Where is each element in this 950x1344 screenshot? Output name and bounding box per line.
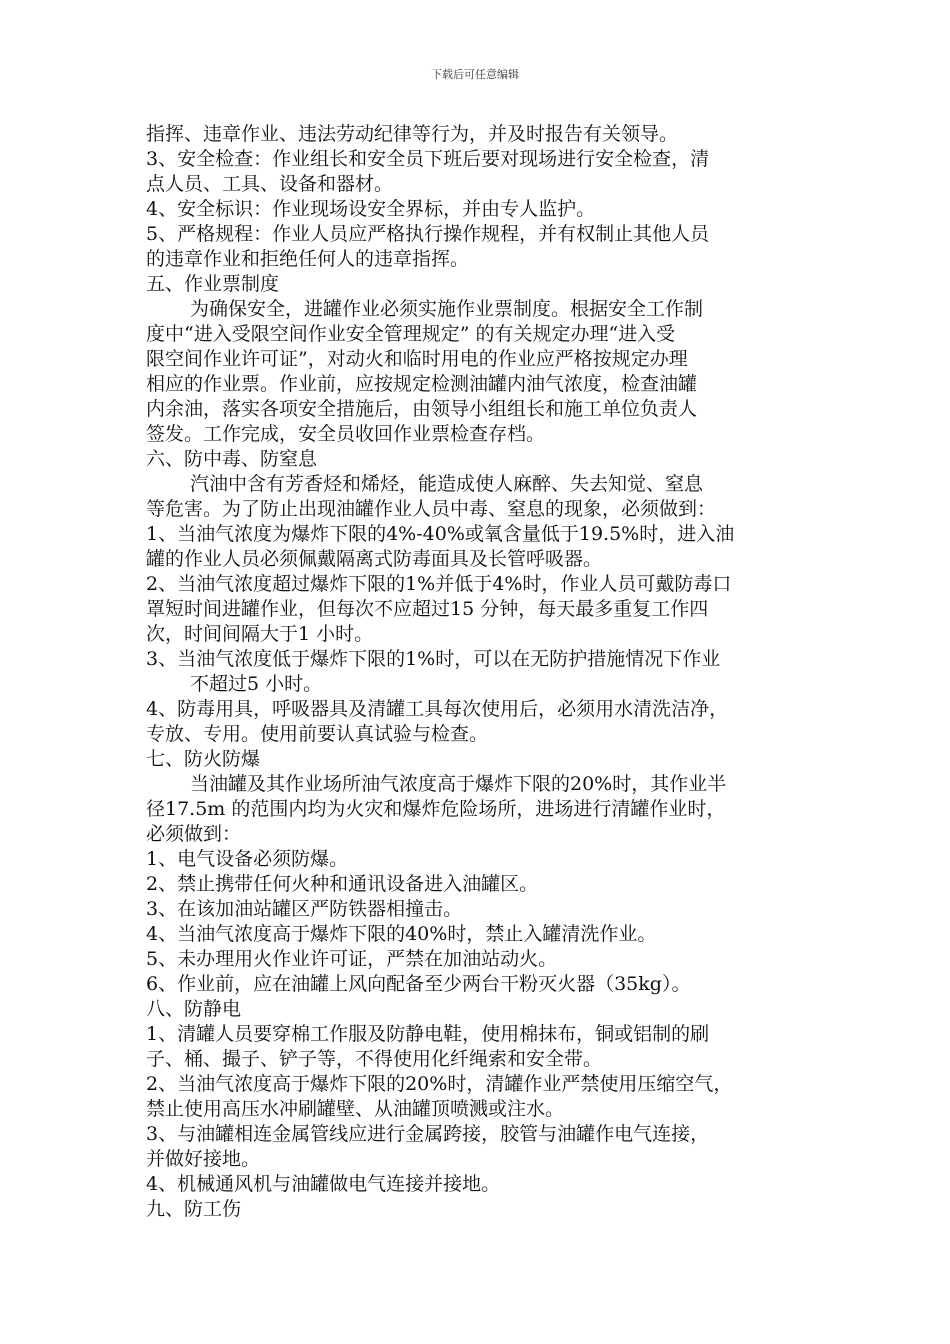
text-line: 2、当油气浓度超过爆炸下限的1%并低于4%时，作业人员可戴防毒口 xyxy=(146,573,732,595)
text-line: 禁止使用高压水冲刷罐壁、从油罐顶喷溅或注水。 xyxy=(146,1098,565,1120)
text-line: 专放、专用。使用前要认真试验与检查。 xyxy=(146,723,489,745)
text-line: 签发。工作完成，安全员收回作业票检查存档。 xyxy=(146,423,546,445)
text-line: 3、当油气浓度低于爆炸下限的1%时，可以在无防护措施情况下作业 xyxy=(146,648,721,670)
text-line: 不超过5 小时。 xyxy=(190,673,323,695)
text-line: 内余油，落实各项安全措施后，由领导小组组长和施工单位负责人 xyxy=(146,398,698,420)
text-line: 1、清罐人员要穿棉工作服及防静电鞋，使用棉抹布，铜或铝制的刷 xyxy=(146,1023,710,1045)
text-line: 5、严格规程：作业人员应严格执行操作规程，并有权制止其他人员 xyxy=(146,223,710,245)
text-line: 3、与油罐相连金属管线应进行金属跨接，胶管与油罐作电气连接， xyxy=(146,1123,710,1145)
text-line: 度中“进入受限空间作业安全管理规定” 的有关规定办理“进入受 xyxy=(146,323,676,345)
text-line: 八、防静电 xyxy=(146,998,242,1020)
text-line: 汽油中含有芳香烃和烯烃，能造成使人麻醉、失去知觉、窒息 xyxy=(190,473,704,495)
text-line: 4、机械通风机与油罐做电气连接并接地。 xyxy=(146,1173,501,1195)
document-body xyxy=(146,122,822,1222)
page-header: 下载后可任意编辑 xyxy=(431,68,519,81)
text-line: 4、当油气浓度高于爆炸下限的40%时，禁止入罐清洗作业。 xyxy=(146,923,657,945)
text-line: 2、当油气浓度高于爆炸下限的20%时，清罐作业严禁使用压缩空气， xyxy=(146,1073,733,1095)
text-line: 4、防毒用具，呼吸器具及清罐工具每次使用后，必须用水清洗洁净， xyxy=(146,698,729,720)
text-line: 为确保安全，进罐作业必须实施作业票制度。根据安全工作制 xyxy=(190,298,704,320)
text-line: 相应的作业票。作业前，应按规定检测油罐内油气浓度，检查油罐 xyxy=(146,373,698,395)
text-line: 3、在该加油站罐区严防铁器相撞击。 xyxy=(146,898,463,920)
text-line: 指挥、违章作业、违法劳动纪律等行为，并及时报告有关领导。 xyxy=(146,123,679,145)
text-line: 七、防火防爆 xyxy=(146,748,261,770)
text-line: 5、未办理用火作业许可证，严禁在加油站动火。 xyxy=(146,948,558,970)
text-line: 等危害。为了防止出现油罐作业人员中毒、窒息的现象，必须做到： xyxy=(146,498,717,520)
text-line: 次，时间间隔大于1 小时。 xyxy=(146,623,374,645)
text-line: 径17.5m 的范围内均为火灾和爆炸危险场所，进场进行清罐作业时， xyxy=(146,798,726,820)
text-line: 罩短时间进罐作业，但每次不应超过15 分钟，每天最多重复工作四 xyxy=(146,598,709,620)
text-line: 限空间作业许可证”，对动火和临时用电的作业应严格按规定办理 xyxy=(146,348,688,370)
text-line: 1、电气设备必须防爆。 xyxy=(146,848,349,870)
text-line: 罐的作业人员必须佩戴隔离式防毒面具及长管呼吸器。 xyxy=(146,548,603,570)
text-line: 的违章作业和拒绝任何人的违章指挥。 xyxy=(146,248,470,270)
text-line: 6、作业前，应在油罐上风向配备至少两台干粉灭火器（35kg）。 xyxy=(146,973,691,995)
text-line: 九、防工伤 xyxy=(146,1198,242,1220)
text-line: 必须做到： xyxy=(146,823,242,845)
text-line: 当油罐及其作业场所油气浓度高于爆炸下限的20%时，其作业半 xyxy=(190,773,727,795)
text-line: 五、作业票制度 xyxy=(146,273,280,295)
text-line: 1、当油气浓度为爆炸下限的4%-40%或氧含量低于19.5%时，进入油 xyxy=(146,523,735,545)
text-line: 点人员、工具、设备和器材。 xyxy=(146,173,394,195)
text-line: 并做好接地。 xyxy=(146,1148,261,1170)
text-line: 子、桶、撮子、铲子等，不得使用化纤绳索和安全带。 xyxy=(146,1048,603,1070)
text-line: 3、安全检查：作业组长和安全员下班后要对现场进行安全检查，清 xyxy=(146,148,710,170)
text-line: 2、禁止携带任何火种和通讯设备进入油罐区。 xyxy=(146,873,539,895)
text-line: 4、安全标识：作业现场设安全界标，并由专人监护。 xyxy=(146,198,596,220)
text-line: 六、防中毒、防窒息 xyxy=(146,448,318,470)
